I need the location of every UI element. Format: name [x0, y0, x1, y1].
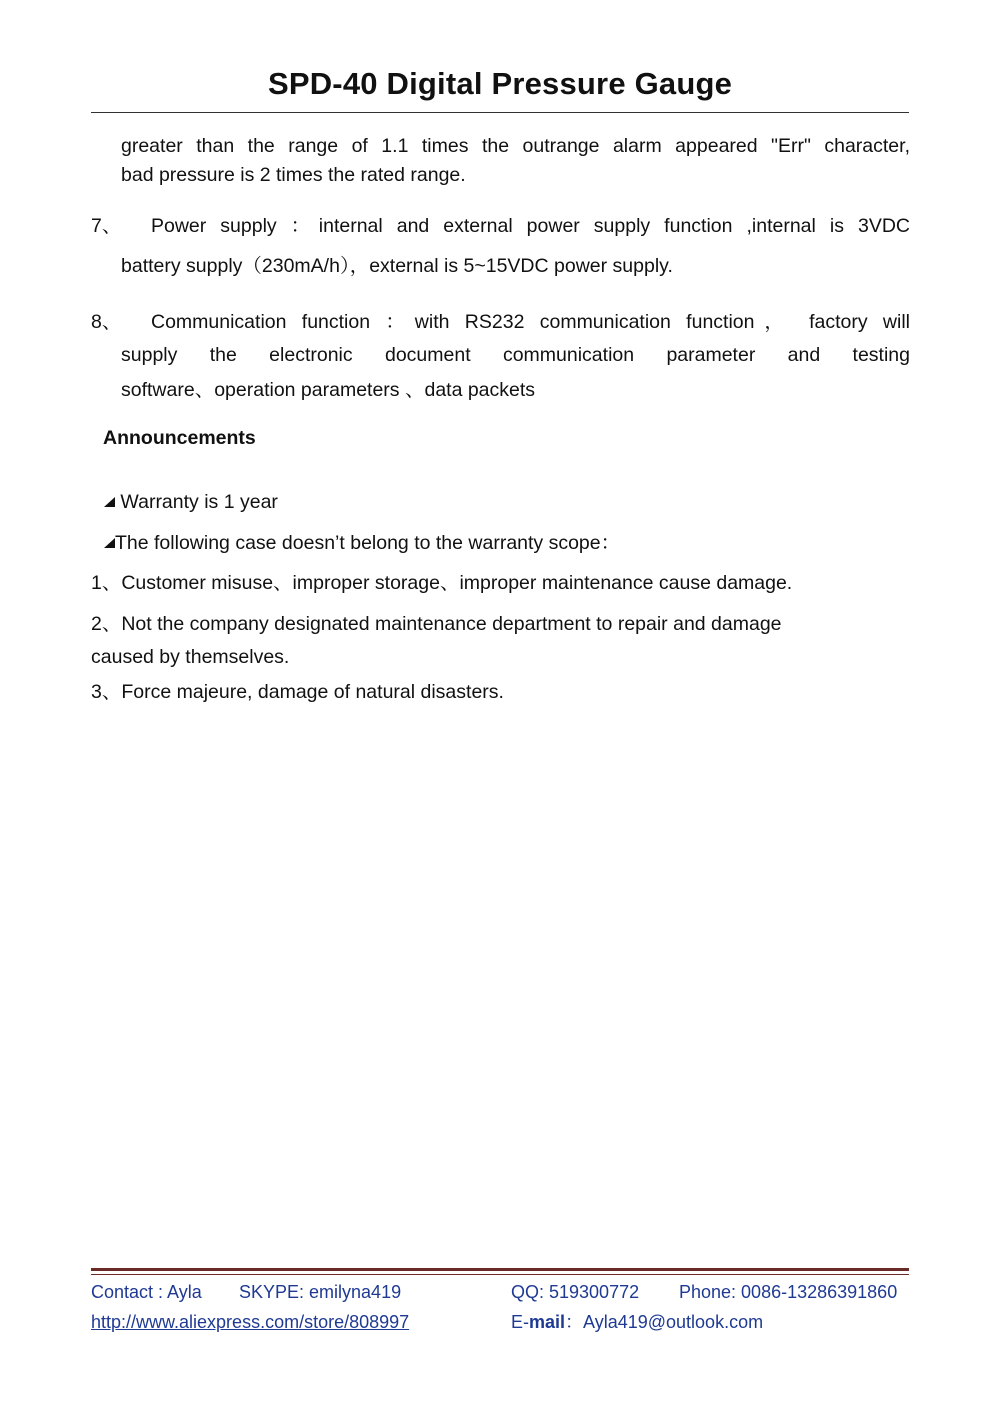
scope-bullet: [104, 529, 620, 557]
item-8-line-1: Communication function ：with RS232 communication function， factory will: [151, 311, 910, 333]
footer-qq: QQ: 519300772: [511, 1282, 640, 1302]
footer-email: [511, 1310, 763, 1334]
page-title: SPD-40 Digital Pressure Gauge: [267, 66, 733, 101]
exclusion-item-1: 1、Customer misuse、improper storage、improper maintenance cause damage.: [91, 572, 793, 594]
item-7-number: 7、: [91, 215, 122, 237]
footer-contact: Contact : Ayla: [91, 1282, 202, 1302]
triangle-bullet-icon: [104, 497, 115, 507]
footer-skype: SKYPE: emilyna419: [239, 1282, 402, 1302]
item-8-line-2: supply the electronic document communication parameter and testing: [121, 344, 910, 366]
store-link[interactable]: http://www.aliexpress.com/store/808997: [91, 1312, 410, 1332]
email-label: mail: [529, 1312, 566, 1332]
exclusion-item-2-continued: caused by themselves.: [91, 646, 290, 668]
scope-intro-text: The following case doesn’t belong to the warranty scope：: [115, 532, 621, 554]
announcements-heading: Announcements: [103, 427, 256, 449]
footer-phone: Phone: 0086-13286391860: [679, 1282, 898, 1302]
footer-divider-thick: [91, 1268, 909, 1271]
item-7-line-2: battery supply（230mA/h），external is 5~15VDC power supply.: [121, 255, 673, 277]
item-8-number: 8、: [91, 311, 122, 333]
exclusion-item-3: 3、Force majeure, damage of natural disasters.: [91, 681, 504, 703]
continued-text-line-1: greater than the range of 1.1 times the outrange alarm appeared "Err" character,: [121, 135, 910, 157]
title-divider: [91, 112, 909, 113]
warranty-text: Warranty is 1 year: [120, 491, 278, 513]
exclusion-item-2: 2、Not the company designated maintenance department to repair and damage: [91, 613, 782, 635]
triangle-bullet-icon: [104, 538, 115, 548]
item-7-line-1: Power supply ：internal and external power supply function ,internal is 3VDC: [151, 215, 910, 237]
footer-url-wrap: [91, 1310, 409, 1334]
email-prefix: E-: [511, 1312, 529, 1332]
email-address: ：Ayla419@outlook.com: [565, 1312, 764, 1332]
warranty-bullet: [104, 488, 278, 516]
footer-divider-thin: [91, 1274, 909, 1275]
continued-text-line-2: bad pressure is 2 times the rated range.: [121, 164, 466, 186]
item-8-line-3: software、operation parameters 、data packets: [121, 379, 536, 401]
